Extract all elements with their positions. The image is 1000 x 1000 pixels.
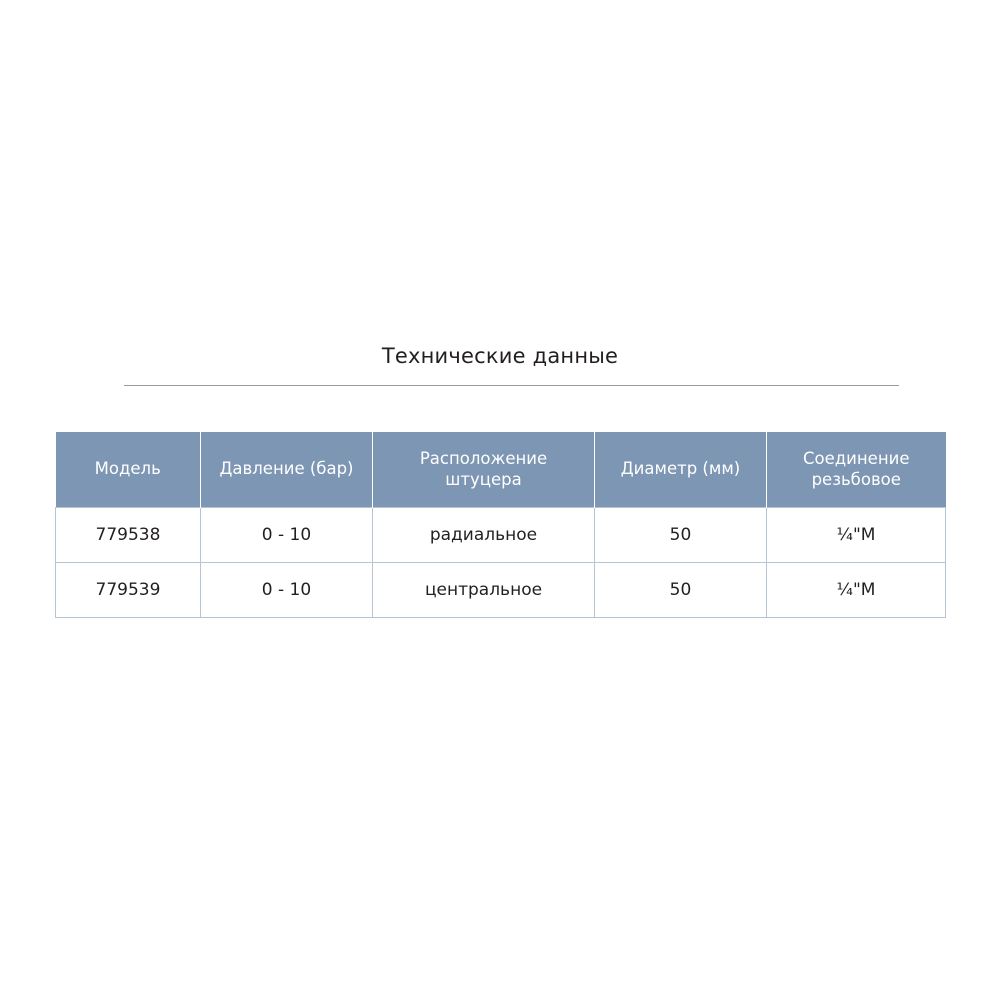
column-header-pressure-line1: Давление (бар) [219, 459, 354, 479]
spec-table-container [55, 432, 945, 618]
column-header-connection-position-line1: Расположение [419, 449, 548, 469]
table-body [56, 508, 946, 618]
cell-pressure: 0 - 10 [201, 563, 373, 618]
column-header-pressure [201, 432, 373, 508]
table-row [56, 563, 946, 618]
column-header-thread [767, 432, 946, 508]
table-header [56, 432, 946, 508]
table-header-row [56, 432, 946, 508]
column-header-thread-line1: Соединение [802, 449, 910, 469]
column-header-diameter [595, 432, 767, 508]
title-divider [124, 385, 899, 386]
cell-diameter: 50 [595, 563, 767, 618]
cell-thread: ¼"M [767, 563, 946, 618]
page-title: Технические данные [381, 344, 619, 368]
cell-model: 779539 [56, 563, 201, 618]
column-header-connection-position-line2: штуцера [445, 469, 522, 489]
column-header-model [56, 432, 201, 508]
cell-connection-position: центральное [373, 563, 595, 618]
technical-data-table [55, 432, 946, 618]
table-row [56, 508, 946, 563]
cell-model: 779538 [56, 508, 201, 563]
cell-pressure: 0 - 10 [201, 508, 373, 563]
column-header-diameter-line1: Диаметр (мм) [620, 459, 741, 479]
column-header-model-line1: Модель [94, 459, 161, 479]
cell-diameter: 50 [595, 508, 767, 563]
column-header-connection-position [373, 432, 595, 508]
cell-connection-position: радиальное [373, 508, 595, 563]
cell-thread: ¼"M [767, 508, 946, 563]
column-header-thread-line2: резьбовое [811, 469, 901, 489]
